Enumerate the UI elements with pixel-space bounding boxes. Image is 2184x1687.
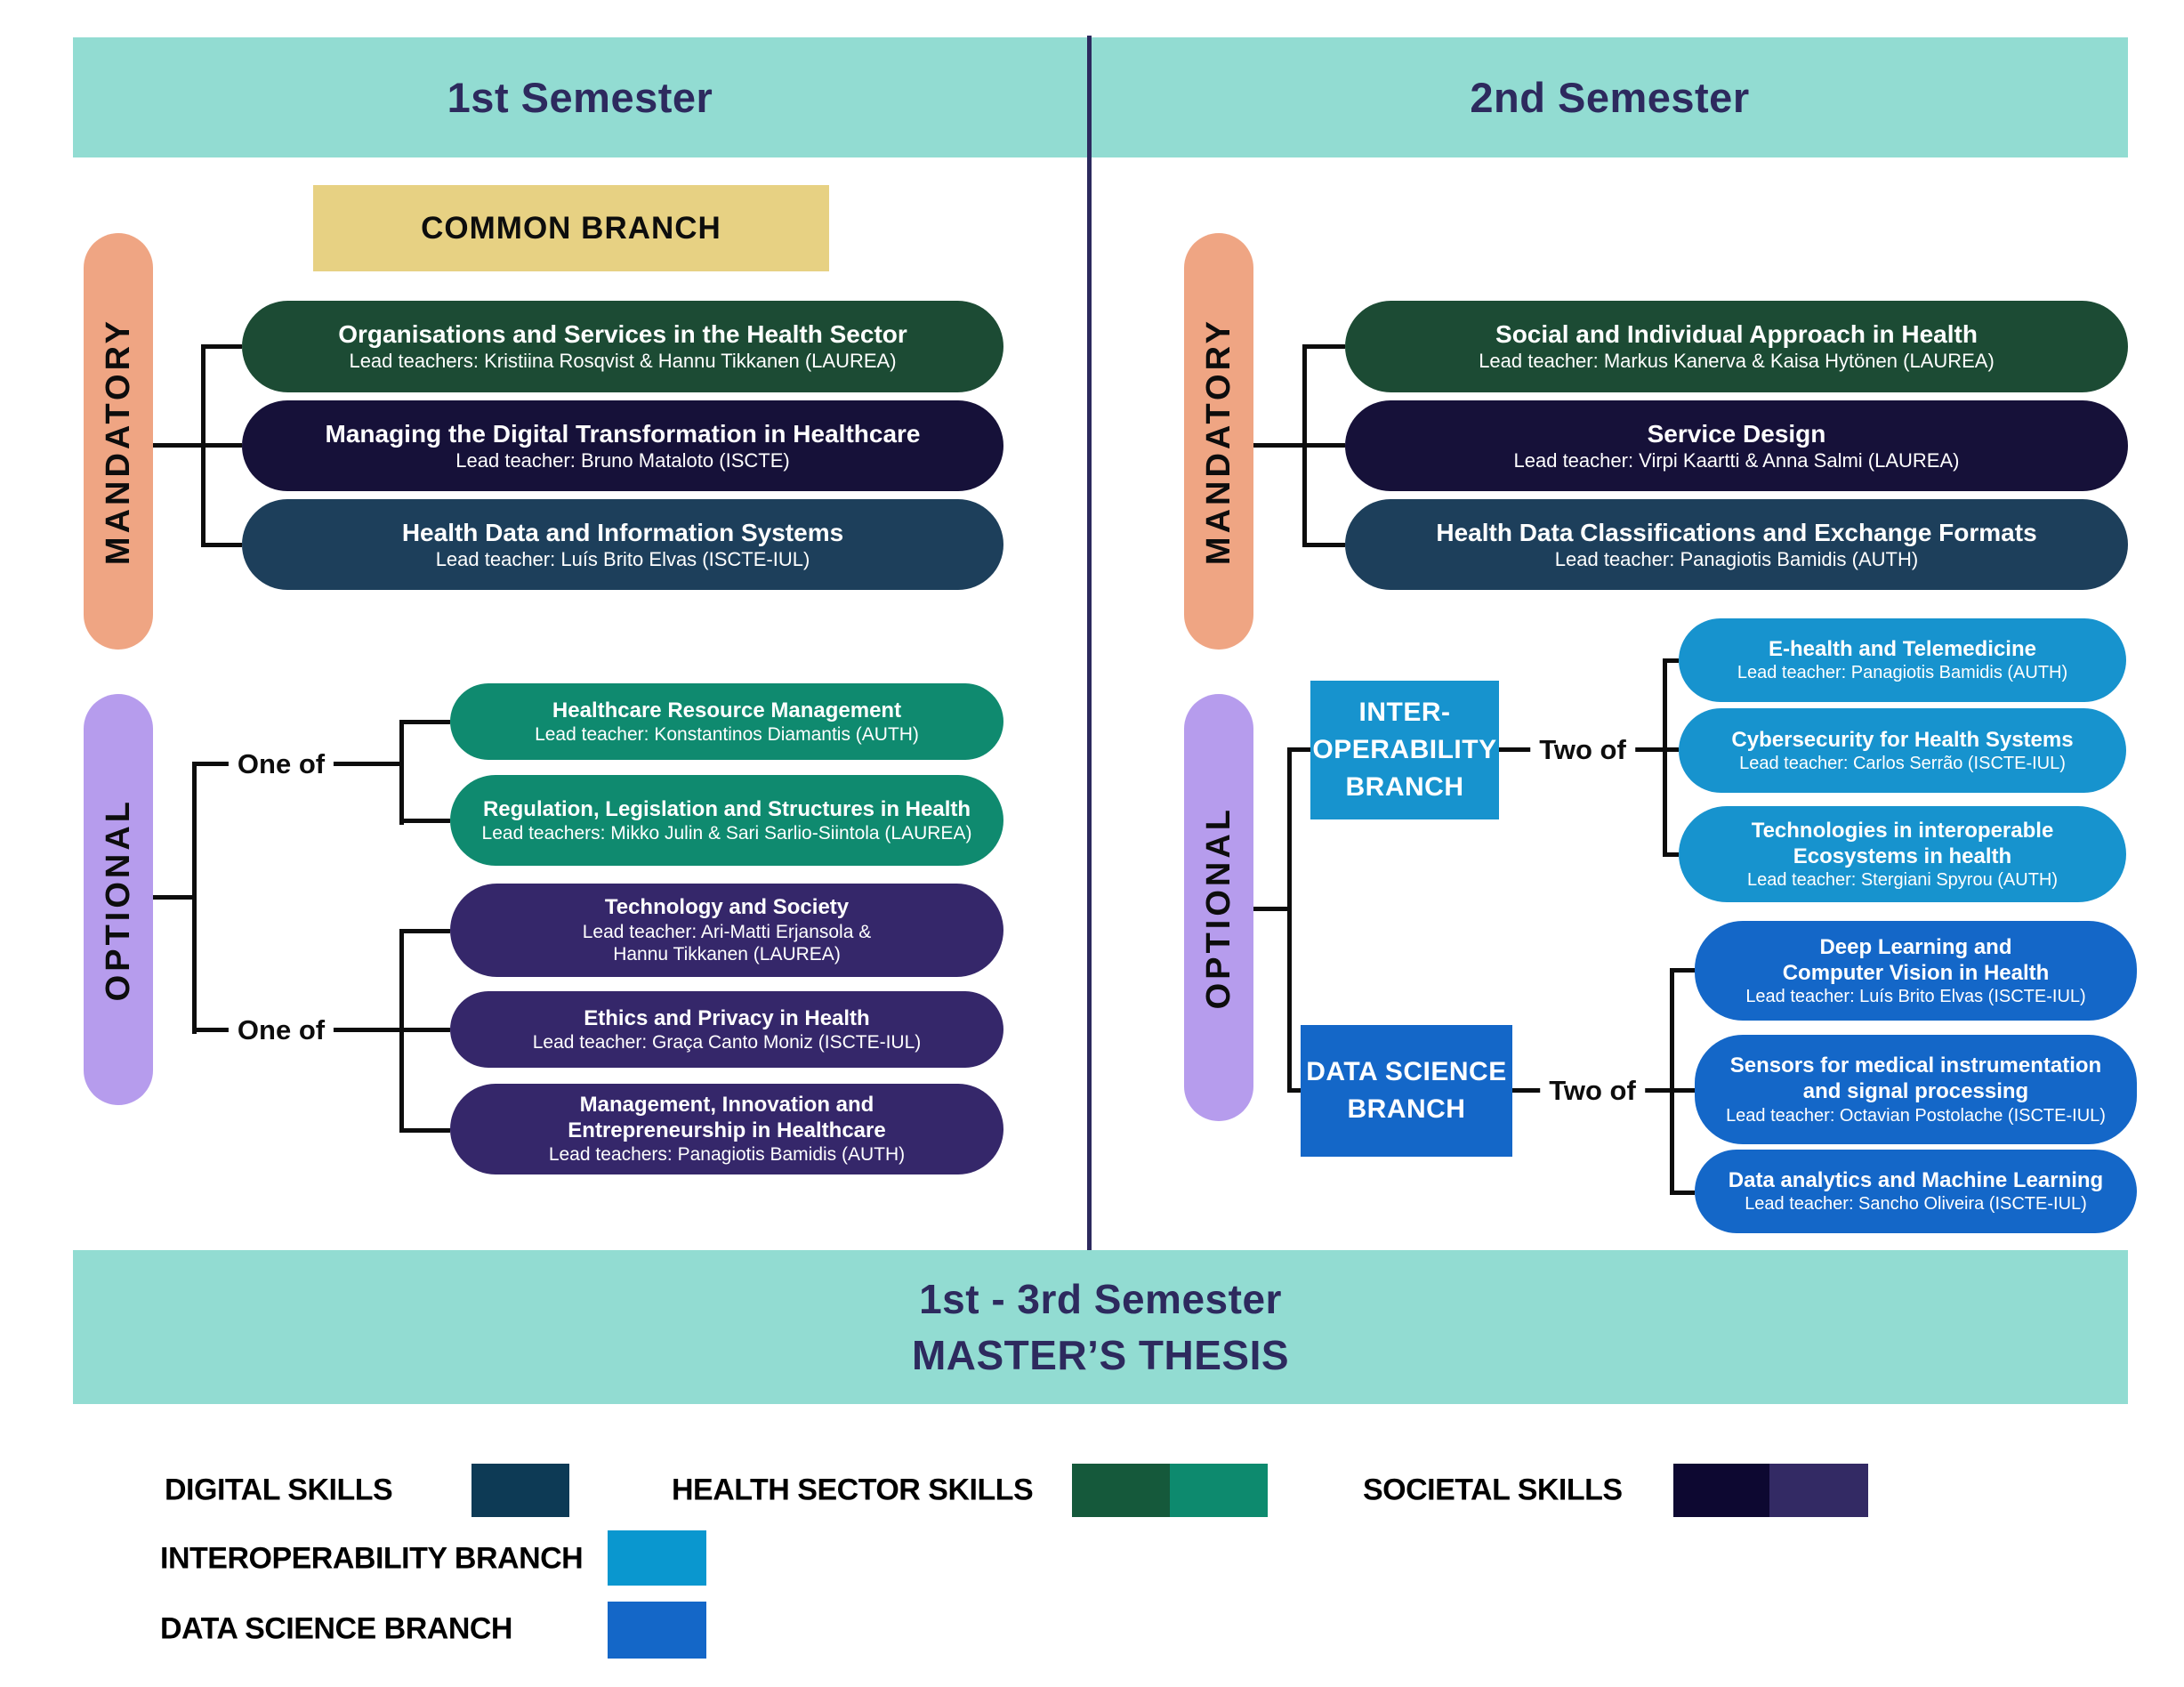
semester2-mandatory-pill — [1184, 233, 1253, 650]
connector — [1670, 968, 1674, 1195]
course-teacher: Lead teacher: Luís Brito Elvas (ISCTE-IUL) — [435, 547, 810, 570]
course-title: Deep Learning and Computer Vision in Health — [1782, 934, 2050, 985]
course-pill — [242, 400, 1003, 491]
connector — [1302, 543, 1345, 547]
connector — [1302, 344, 1345, 349]
course-teacher: Lead teacher: Stergiani Spyrou (AUTH) — [1746, 870, 2059, 891]
course-pill — [1679, 708, 2126, 793]
course-teacher: Lead teachers: Panagiotis Bamidis (AUTH) — [548, 1144, 906, 1166]
connector — [1253, 443, 1345, 448]
legend-interoperability-branch-label: INTEROPERABILITY BRANCH — [160, 1541, 584, 1576]
course-teacher: Lead teacher: Octavian Postolache (ISCTE-IUL) — [1726, 1105, 2106, 1126]
interoperability-branch-box: INTER- OPERABILITY BRANCH — [1310, 681, 1499, 819]
course-title: Organisations and Services in the Health Sector — [338, 320, 907, 348]
legend-societal-navy-swatch — [1673, 1464, 1769, 1517]
course-teacher: Lead teacher: Luís Brito Elvas (ISCTE-IUL) — [1745, 987, 2086, 1007]
course-title: Service Design — [1647, 419, 1826, 448]
course-pill — [450, 1084, 1003, 1174]
course-title: Regulation, Legislation and Structures in Health — [482, 796, 971, 821]
course-pill — [1345, 400, 2128, 491]
course-title: Technologies in interoperable Ecosystems in health — [1751, 818, 2054, 868]
course-teacher: Lead teacher: Carlos Serrão (ISCTE-IUL) — [1739, 753, 2066, 773]
semester1-title: 1st Semester — [447, 74, 713, 121]
course-teacher: Lead teacher: Graça Canto Moniz (ISCTE-IUL) — [532, 1031, 922, 1053]
legend-societal-skills-label: SOCIETAL SKILLS — [1363, 1473, 1623, 1507]
connector — [153, 895, 196, 900]
course-pill — [1695, 1150, 2137, 1233]
one-of-label-2: One of — [229, 1014, 334, 1046]
semester1-mandatory-pill — [84, 233, 153, 650]
course-pill — [1695, 921, 2137, 1021]
course-title: Management, Innovation and Entrepreneurship in Healthcare — [568, 1092, 886, 1143]
legend-digital-skills-swatch — [471, 1464, 569, 1517]
legend-health-sector-teal-swatch — [1170, 1464, 1268, 1517]
thesis-title: MASTER’S THESIS — [911, 1331, 1290, 1378]
course-title: Data analytics and Machine Learning — [1728, 1168, 2104, 1193]
legend-interoperability-swatch — [608, 1530, 706, 1586]
course-title: Managing the Digital Transformation in Healthcare — [325, 419, 921, 448]
course-pill — [450, 991, 1003, 1068]
semester1-mandatory-label: MANDATORY — [99, 317, 137, 566]
course-title: Health Data Classifications and Exchange Formats — [1436, 518, 2037, 546]
connector — [1670, 1191, 1695, 1195]
semester2-mandatory-label: MANDATORY — [1199, 317, 1237, 566]
course-teacher: Lead teacher: Ari-Matti Erjansola & Hannu Tikkanen (LAUREA) — [582, 921, 872, 965]
one-of-label-1: One of — [229, 748, 334, 780]
connector — [399, 1128, 450, 1133]
semester-divider-line — [1087, 36, 1092, 1250]
course-teacher: Lead teacher: Panagiotis Bamidis (AUTH) — [1554, 547, 1919, 570]
connector — [201, 344, 206, 547]
connector — [201, 344, 242, 349]
course-teacher: Lead teachers: Mikko Julin & Sari Sarlio-Siintola (LAUREA) — [481, 822, 972, 844]
semester2-header — [1092, 37, 2128, 157]
semester1-optional-label: OPTIONAL — [99, 797, 137, 1002]
course-title: Healthcare Resource Management — [552, 698, 902, 722]
connector — [1663, 852, 1679, 857]
course-pill — [450, 683, 1003, 760]
connector — [399, 720, 404, 825]
course-teacher: Lead teacher: Sancho Oliveira (ISCTE-IUL) — [1745, 1194, 2087, 1215]
connector — [1663, 658, 1679, 663]
course-teacher: Lead teacher: Bruno Mataloto (ISCTE) — [455, 448, 790, 472]
course-pill — [242, 301, 1003, 392]
course-pill — [1695, 1035, 2137, 1144]
connector — [1663, 658, 1667, 857]
data-science-branch-box: DATA SCIENCE BRANCH — [1301, 1025, 1512, 1157]
course-title: Health Data and Information Systems — [401, 518, 844, 546]
semester1-header — [73, 37, 1087, 157]
course-teacher: Lead teacher: Virpi Kaartti & Anna Salmi (LAUREA) — [1513, 448, 1960, 472]
course-pill — [450, 884, 1003, 977]
connector — [1302, 344, 1307, 547]
connector — [201, 543, 242, 547]
semester2-title: 2nd Semester — [1470, 74, 1750, 121]
legend-data-science-branch-label: DATA SCIENCE BRANCH — [160, 1611, 512, 1646]
course-teacher: Lead teacher: Konstantinos Diamantis (AUTH) — [535, 723, 919, 745]
course-teacher: Lead teachers: Kristiina Rosqvist & Hannu Tikkanen (LAUREA) — [349, 350, 897, 373]
legend-digital-skills-label: DIGITAL SKILLS — [165, 1473, 393, 1507]
legend-societal-purple-swatch — [1769, 1464, 1868, 1517]
connector — [153, 443, 242, 448]
course-teacher: Lead teacher: Markus Kanerva & Kaisa Hytönen (LAUREA) — [1479, 350, 1995, 373]
connector — [1670, 968, 1695, 973]
course-title: Social and Individual Approach in Health — [1495, 320, 1978, 348]
course-pill — [1679, 618, 2126, 702]
course-pill — [242, 499, 1003, 590]
semester2-optional-label: OPTIONAL — [1199, 805, 1237, 1010]
legend-data-science-swatch — [608, 1602, 706, 1659]
thesis-semester-range: 1st - 3rd Semester — [919, 1276, 1282, 1323]
connector — [399, 819, 450, 823]
course-pill — [1345, 301, 2128, 392]
semester2-optional-pill — [1184, 694, 1253, 1121]
course-title: Technology and Society — [604, 895, 850, 920]
course-teacher: Lead teacher: Panagiotis Bamidis (AUTH) — [1737, 663, 2068, 683]
common-branch-label: COMMON BRANCH — [313, 185, 829, 271]
connector — [192, 762, 197, 1034]
connector — [399, 929, 404, 1133]
course-title: E-health and Telemedicine — [1769, 637, 2036, 662]
connector — [1253, 907, 1292, 911]
course-title: Ethics and Privacy in Health — [584, 1005, 870, 1030]
semester1-optional-pill — [84, 694, 153, 1105]
two-of-label-2: Two of — [1540, 1075, 1645, 1107]
course-pill — [450, 775, 1003, 866]
course-title: Sensors for medical instrumentation and signal processing — [1729, 1053, 2102, 1104]
connector — [399, 720, 450, 724]
legend-health-sector-skills-label: HEALTH SECTOR SKILLS — [672, 1473, 1034, 1507]
masters-thesis-banner — [73, 1250, 2128, 1404]
course-pill — [1345, 499, 2128, 590]
legend-health-sector-dark-swatch — [1072, 1464, 1170, 1517]
course-pill — [1679, 806, 2126, 902]
two-of-label-1: Two of — [1530, 734, 1635, 766]
course-title: Cybersecurity for Health Systems — [1731, 727, 2074, 752]
connector — [399, 929, 450, 933]
connector — [1287, 747, 1292, 1093]
